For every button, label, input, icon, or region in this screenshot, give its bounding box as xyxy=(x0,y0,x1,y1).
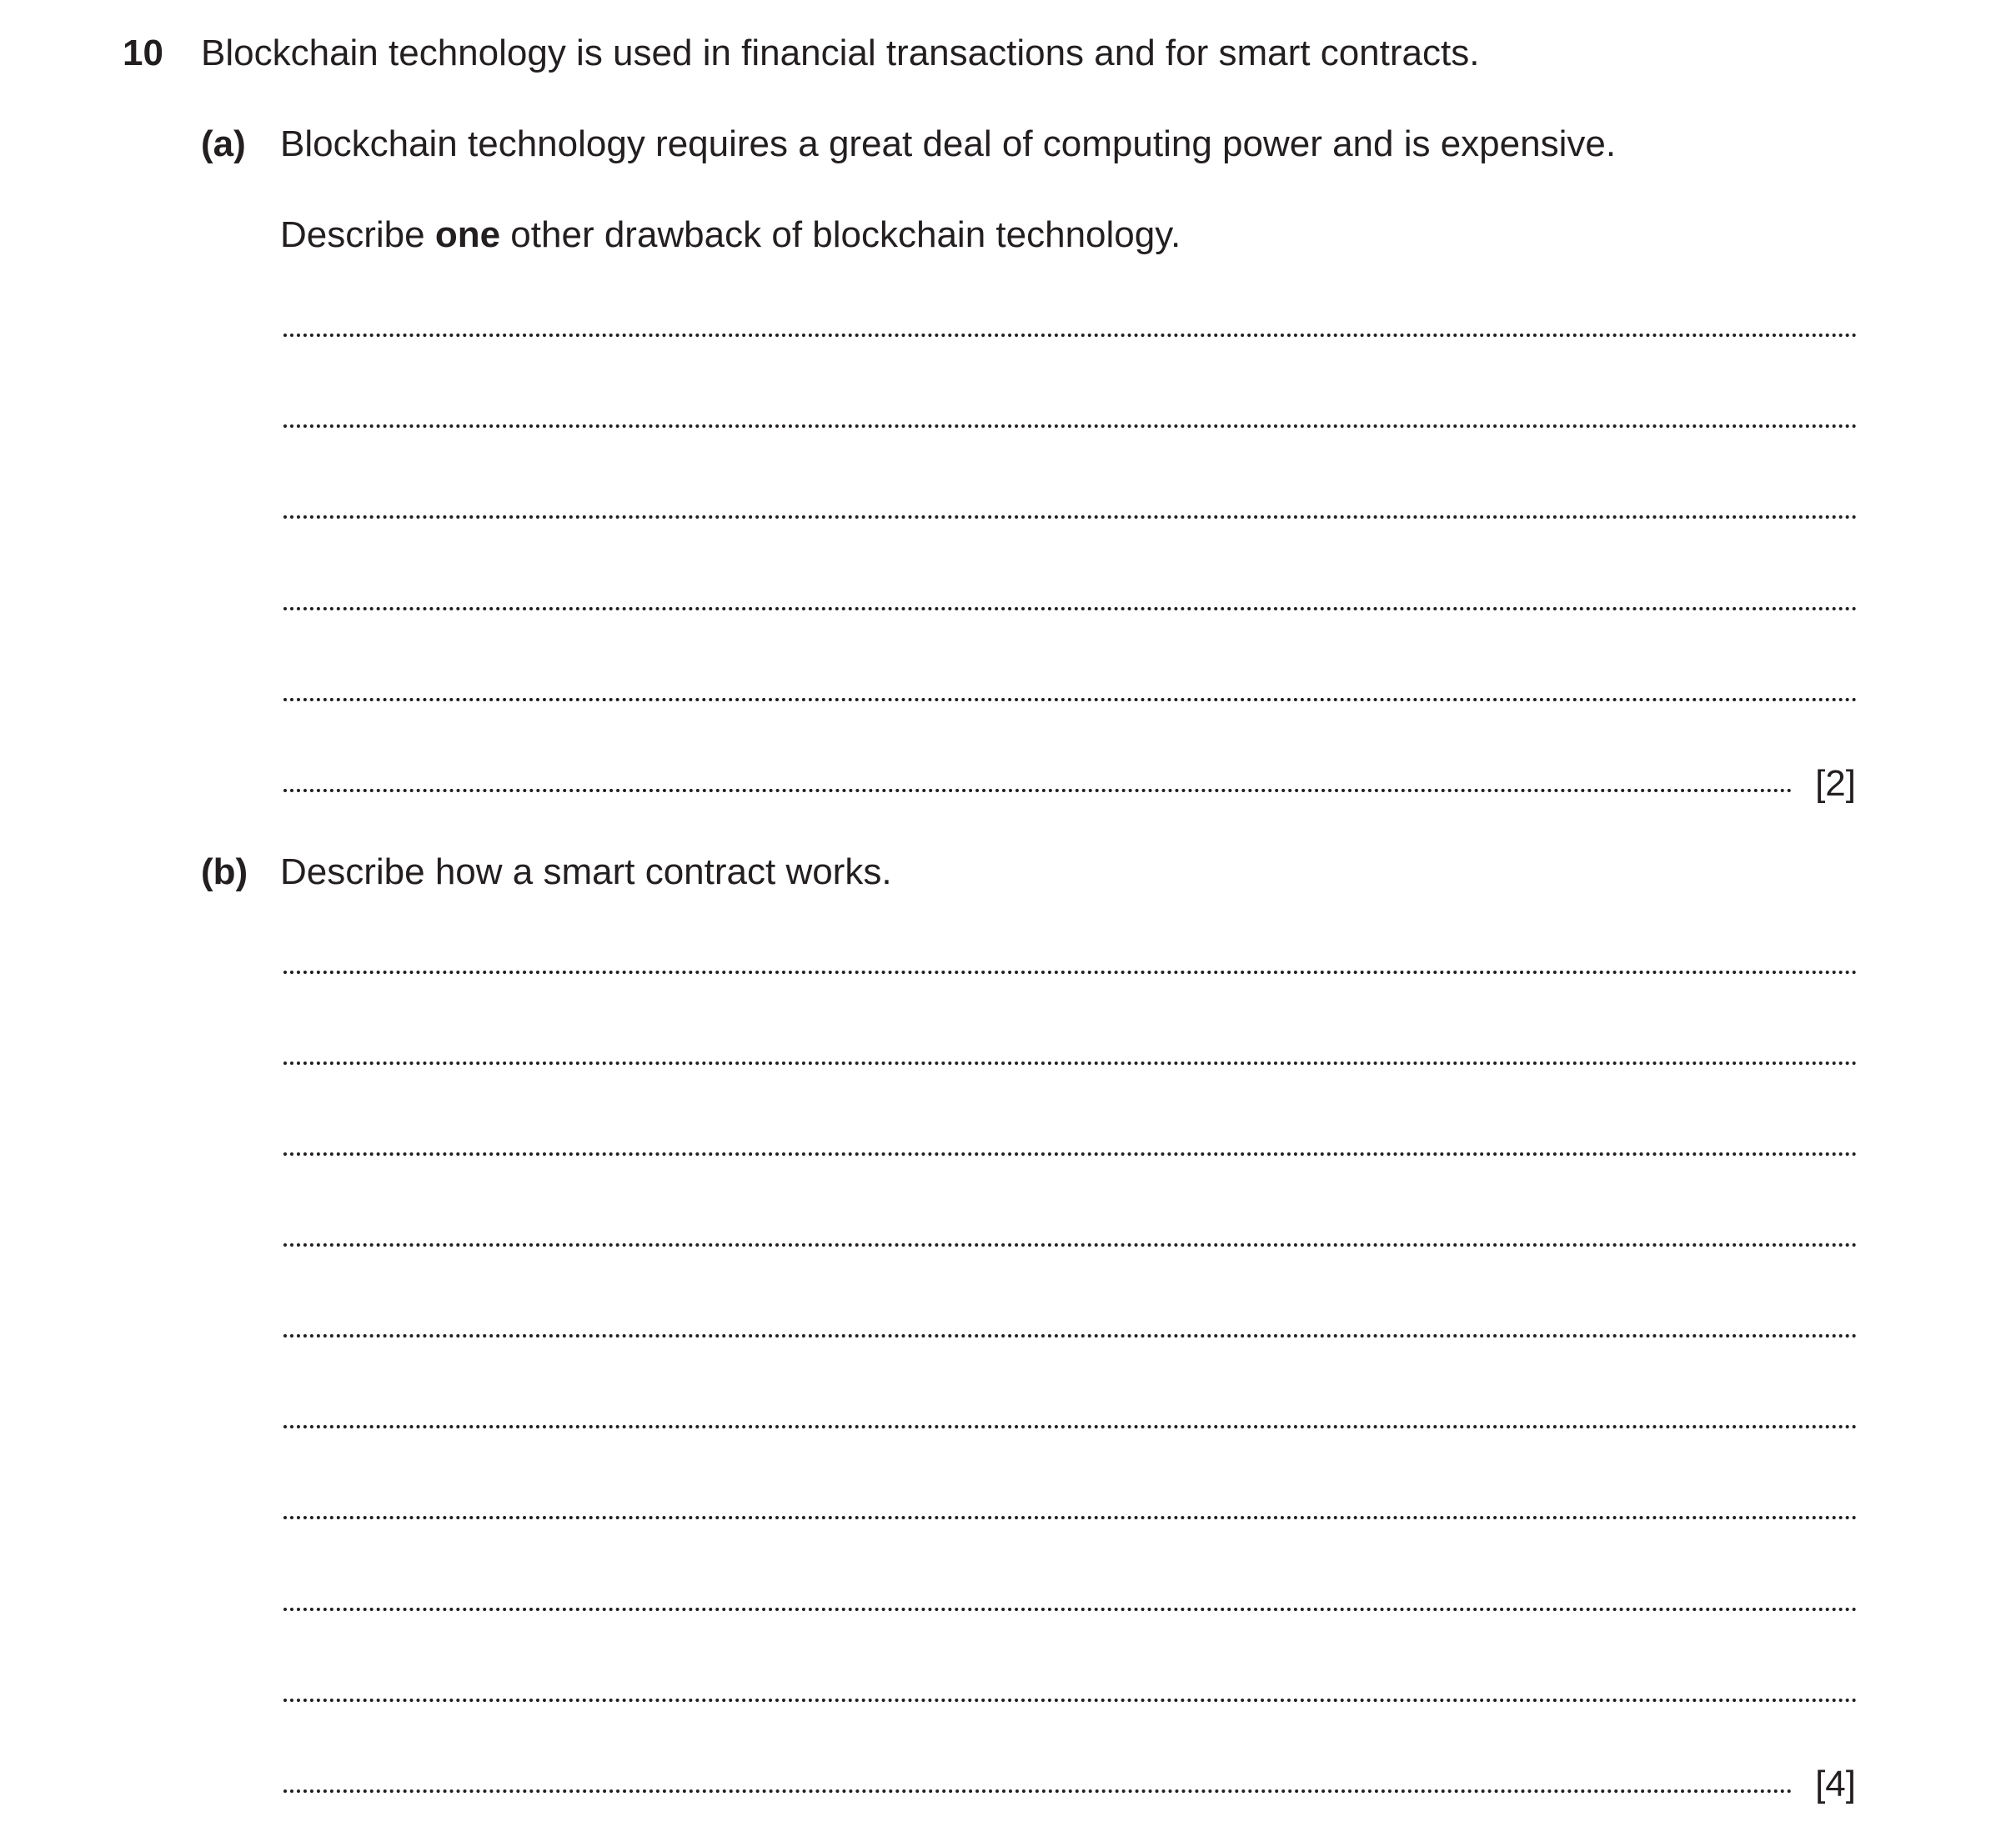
answer-line-b-2[interactable] xyxy=(283,1062,1858,1065)
answer-line-a-3[interactable] xyxy=(283,515,1858,519)
instruction-suffix: other drawback of blockchain technology. xyxy=(500,214,1181,255)
instruction-prefix: Describe xyxy=(280,214,435,255)
part-a-text: Blockchain technology requires a great deal of computing power and is expensive. xyxy=(280,123,1617,164)
part-a-instruction xyxy=(280,212,1181,258)
part-a-label: (a) xyxy=(201,123,246,164)
instruction-emphasis: one xyxy=(434,214,501,255)
marks-a: [2] xyxy=(1815,763,1856,804)
answer-line-b-10[interactable] xyxy=(283,1789,1793,1793)
answer-line-b-3[interactable] xyxy=(283,1152,1858,1156)
answer-line-b-6[interactable] xyxy=(283,1425,1858,1428)
question-number: 10 xyxy=(123,33,163,73)
answer-line-a-1[interactable] xyxy=(283,334,1858,337)
question-stem: Blockchain technology is used in financial transactions and for smart contracts. xyxy=(201,33,1480,73)
answer-line-b-4[interactable] xyxy=(283,1243,1858,1247)
answer-line-a-5[interactable] xyxy=(283,698,1858,701)
answer-line-b-1[interactable] xyxy=(283,971,1858,974)
part-b-label: (b) xyxy=(201,851,248,892)
part-b-text: Describe how a smart contract works. xyxy=(280,851,892,892)
answer-line-a-4[interactable] xyxy=(283,607,1858,610)
answer-line-a-6[interactable] xyxy=(283,789,1793,792)
answer-line-b-9[interactable] xyxy=(283,1699,1858,1702)
answer-line-a-2[interactable] xyxy=(283,424,1858,428)
answer-line-b-7[interactable] xyxy=(283,1516,1858,1519)
marks-b: [4] xyxy=(1815,1764,1856,1804)
answer-line-b-5[interactable] xyxy=(283,1334,1858,1338)
answer-line-b-8[interactable] xyxy=(283,1608,1858,1611)
